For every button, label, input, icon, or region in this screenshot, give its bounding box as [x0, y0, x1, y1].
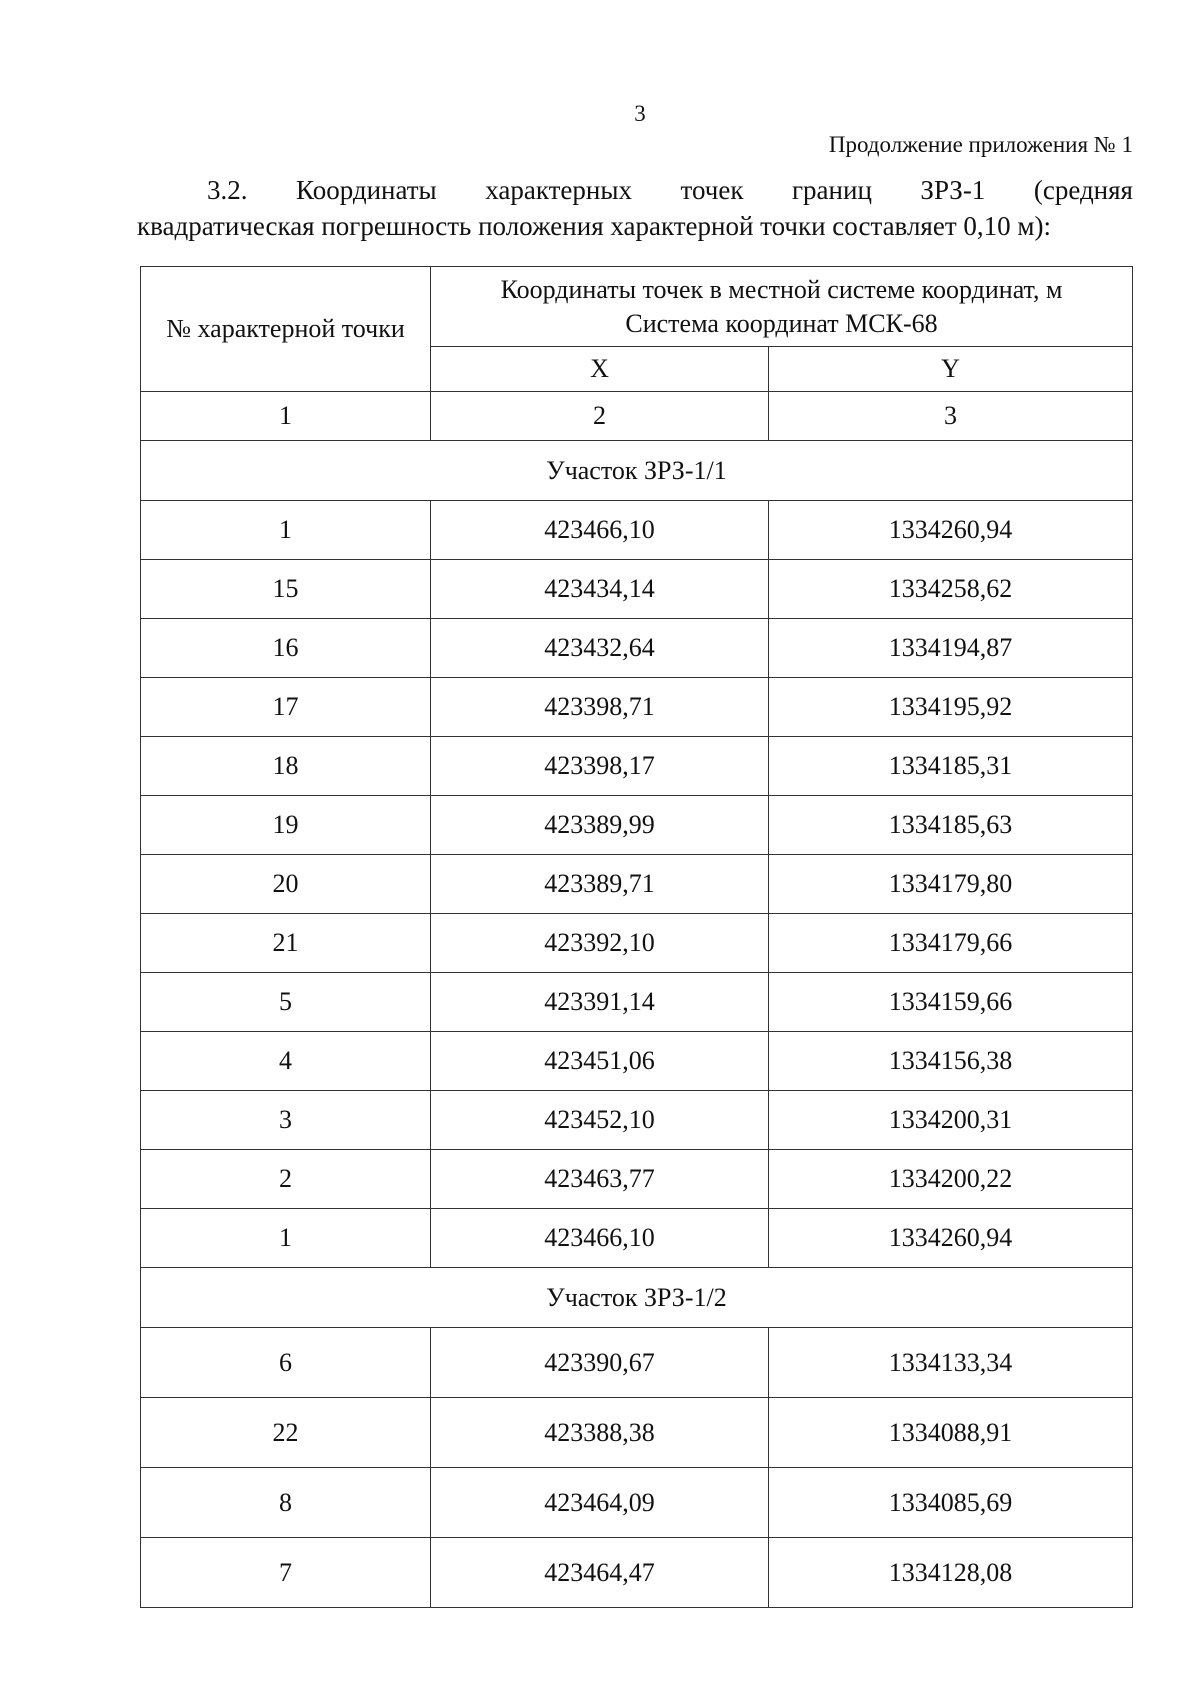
column-index: 3: [769, 392, 1133, 441]
x-coordinate-cell: 423452,10: [431, 1091, 769, 1150]
x-coordinate-cell: 423389,71: [431, 855, 769, 914]
x-coordinate-cell: 423451,06: [431, 1032, 769, 1091]
header-coordinates-line2: Система координат МСК-68: [625, 308, 938, 338]
table-row: [141, 1150, 1133, 1209]
section-row: [141, 1268, 1133, 1328]
y-coordinate-cell: 1334133,34: [769, 1328, 1133, 1398]
header-point-number: № характерной точки: [141, 267, 431, 392]
y-coordinate-cell: 1334260,94: [769, 1209, 1133, 1268]
y-coordinate-cell: 1334085,69: [769, 1468, 1133, 1538]
table-row: [141, 1468, 1133, 1538]
y-coordinate-cell: 1334260,94: [769, 501, 1133, 560]
x-coordinate-cell: 423398,17: [431, 737, 769, 796]
x-coordinate-cell: 423466,10: [431, 1209, 769, 1268]
x-coordinate-cell: 423398,71: [431, 678, 769, 737]
table-row: [141, 1209, 1133, 1268]
point-number-cell: 3: [141, 1091, 431, 1150]
appendix-continuation-note: Продолжение приложения № 1: [828, 132, 1133, 157]
y-coordinate-cell: 1334088,91: [769, 1398, 1133, 1468]
x-coordinate-cell: 423432,64: [431, 619, 769, 678]
section-row: [141, 441, 1133, 501]
y-coordinate-cell: 1334194,87: [769, 619, 1133, 678]
column-index-row: [141, 392, 1133, 441]
heading-word: характерных: [485, 175, 632, 205]
point-number-cell: 21: [141, 914, 431, 973]
page-number: 3: [634, 101, 646, 126]
x-coordinate-cell: 423463,77: [431, 1150, 769, 1209]
y-coordinate-cell: 1334200,22: [769, 1150, 1133, 1209]
table-row: [141, 1091, 1133, 1150]
point-number-cell: 15: [141, 560, 431, 619]
table-row: [141, 973, 1133, 1032]
heading-word: ЗРЗ-1: [920, 175, 986, 205]
table-row: [141, 501, 1133, 560]
heading-word: границ: [791, 175, 872, 205]
x-coordinate-cell: 423464,47: [431, 1538, 769, 1608]
x-coordinate-cell: 423391,14: [431, 973, 769, 1032]
header-y: Y: [769, 347, 1133, 392]
y-coordinate-cell: 1334179,80: [769, 855, 1133, 914]
y-coordinate-cell: 1334159,66: [769, 973, 1133, 1032]
table-row: [141, 1398, 1133, 1468]
point-number-cell: 6: [141, 1328, 431, 1398]
point-number-cell: 2: [141, 1150, 431, 1209]
y-coordinate-cell: 1334179,66: [769, 914, 1133, 973]
point-number-cell: 1: [141, 1209, 431, 1268]
point-number-cell: 7: [141, 1538, 431, 1608]
column-index: 1: [141, 392, 431, 441]
table-row: [141, 678, 1133, 737]
y-coordinate-cell: 1334195,92: [769, 678, 1133, 737]
point-number-cell: 19: [141, 796, 431, 855]
point-number-cell: 8: [141, 1468, 431, 1538]
y-coordinate-cell: 1334185,63: [769, 796, 1133, 855]
x-coordinate-cell: 423389,99: [431, 796, 769, 855]
heading-word: 3.2.: [207, 175, 248, 205]
section-heading-line2: квадратическая погрешность положения характерной точки составляет 0,10 м):: [137, 211, 1051, 241]
coordinates-table: [140, 266, 1133, 1608]
table-row: [141, 1032, 1133, 1091]
x-coordinate-cell: 423464,09: [431, 1468, 769, 1538]
point-number-cell: 20: [141, 855, 431, 914]
point-number-cell: 18: [141, 737, 431, 796]
point-number-cell: 4: [141, 1032, 431, 1091]
table-row: [141, 619, 1133, 678]
y-coordinate-cell: 1334185,31: [769, 737, 1133, 796]
table-row: [141, 1538, 1133, 1608]
x-coordinate-cell: 423434,14: [431, 560, 769, 619]
header-coordinates-line1: Координаты точек в местной системе координат, м: [500, 274, 1063, 304]
point-number-cell: 1: [141, 501, 431, 560]
column-index: 2: [431, 392, 769, 441]
section-title: Участок ЗРЗ-1/1: [141, 441, 1133, 501]
point-number-cell: 17: [141, 678, 431, 737]
x-coordinate-cell: 423466,10: [431, 501, 769, 560]
heading-word: точек: [680, 175, 744, 205]
x-coordinate-cell: 423390,67: [431, 1328, 769, 1398]
y-coordinate-cell: 1334200,31: [769, 1091, 1133, 1150]
heading-word: (средняя: [1033, 175, 1133, 205]
table-row: [141, 1328, 1133, 1398]
y-coordinate-cell: 1334156,38: [769, 1032, 1133, 1091]
y-coordinate-cell: 1334258,62: [769, 560, 1133, 619]
section-title: Участок ЗРЗ-1/2: [141, 1268, 1133, 1328]
table-row: [141, 560, 1133, 619]
coordinates-table-body: [141, 441, 1133, 1608]
header-coordinates: [431, 267, 1133, 347]
section-heading: [137, 172, 1133, 244]
y-coordinate-cell: 1334128,08: [769, 1538, 1133, 1608]
section-heading-line1: [137, 172, 1133, 208]
table-row: [141, 914, 1133, 973]
point-number-cell: 5: [141, 973, 431, 1032]
table-header-row: [141, 267, 1133, 347]
point-number-cell: 22: [141, 1398, 431, 1468]
table-row: [141, 737, 1133, 796]
x-coordinate-cell: 423388,38: [431, 1398, 769, 1468]
point-number-cell: 16: [141, 619, 431, 678]
header-x: X: [431, 347, 769, 392]
x-coordinate-cell: 423392,10: [431, 914, 769, 973]
heading-word: Координаты: [296, 175, 437, 205]
table-row: [141, 796, 1133, 855]
table-row: [141, 855, 1133, 914]
